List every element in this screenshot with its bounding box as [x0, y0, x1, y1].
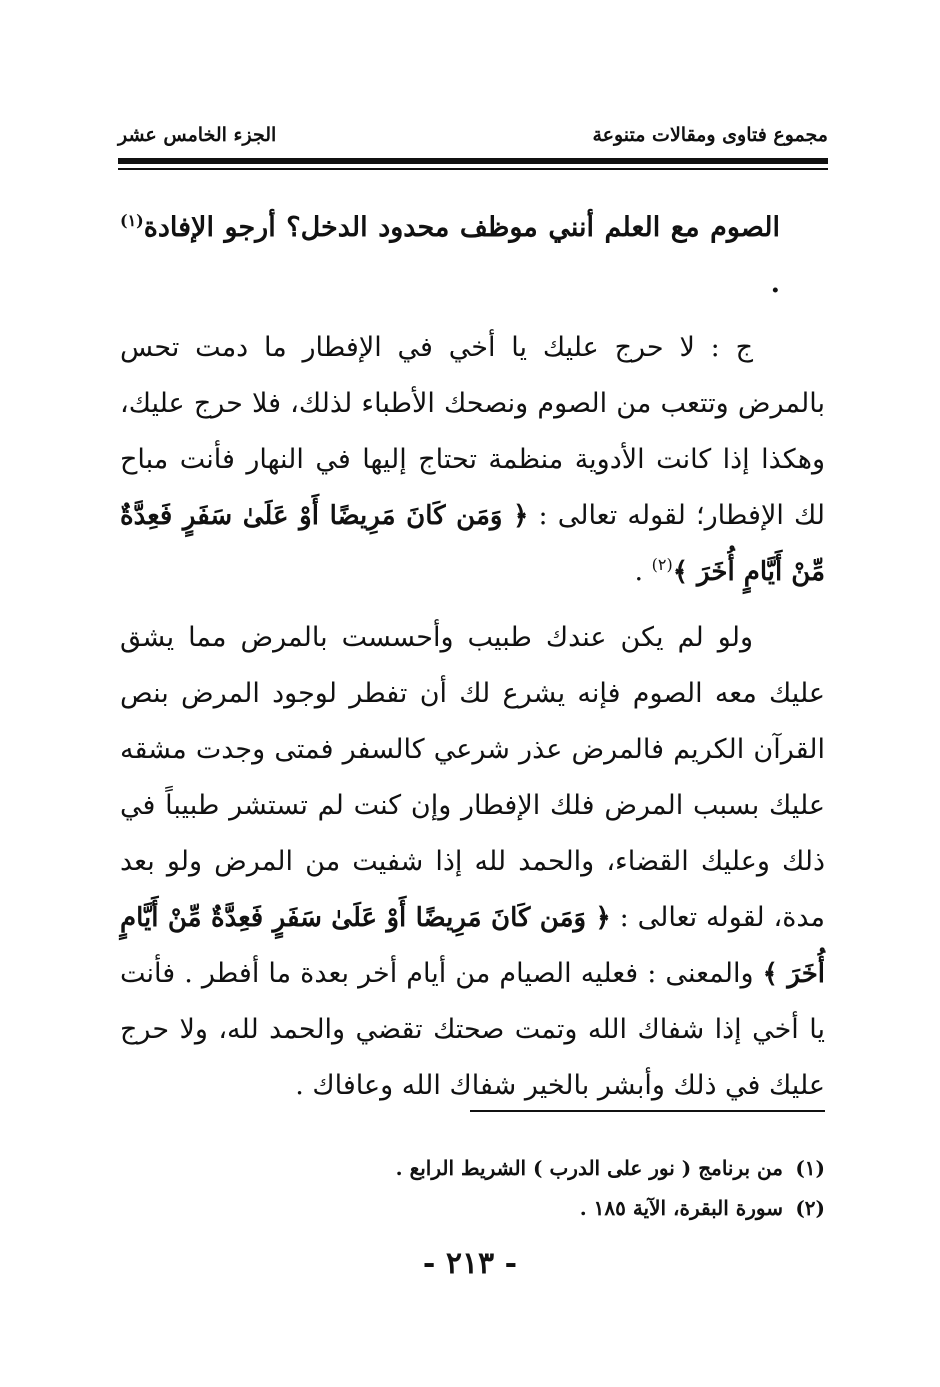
page-number: - ٢١٣ - [422, 1246, 518, 1281]
footnotes [300, 1148, 825, 1228]
main-text [120, 200, 825, 1114]
footnote-ref-2: (٢) [651, 555, 673, 574]
quran-verse-1: ﴿ وَمَن كَانَ مَرِيضًا أَوْ عَلَىٰ سَفَرٍ فَعِدَّةٌ مِّنْ أَيَّامٍ أُخَرَ ﴾ [120, 501, 825, 587]
header-rule-thin [118, 168, 828, 170]
footnote-ref-1: (١) [120, 211, 144, 230]
running-header [118, 118, 828, 152]
footnote-separator [470, 1110, 825, 1112]
part-title: الجزء الخامس عشر [118, 124, 277, 146]
question [120, 200, 825, 312]
book-title: مجموع فتاوى ومقالات متنوعة [592, 124, 828, 146]
quran-verse-2: ﴿ وَمَن كَانَ مَرِيضًا أَوْ عَلَىٰ سَفَرٍ فَعِدَّةٌ مِّنْ أَيَّامٍ أُخَرَ ﴾ [120, 903, 825, 989]
answer-paragraph-2 [120, 610, 825, 1114]
question-end: . [770, 268, 780, 299]
answer-p1-end: . [634, 556, 652, 587]
answer-p2-text-b: والمعنى : فعليه الصيام من أيام أخر بعدة ما أفطر . فأنت يا أخي إذا شفاك الله وتمت صحتك تقضي والحمد لله، ولا حرج عليك في ذلك وأبشر بالخير شفاك الله وعافاك . [120, 958, 825, 1101]
answer-p2-text-a: ولو لم يكن عندك طبيب وأحسست بالمرض مما يشق عليك معه الصوم فإنه يشرع لك أن تفطر لوجود المرض بنص القرآن الكريم فالمرض عذر شرعي كالسفر فمتى وجدت مشقه عليك بسبب المرض فلك الإفطار وإن كنت لم تستشر طبيباً في ذلك وعليك القضاء، والحمد لله إذا شفيت من المرض ولو بعد مدة، لقوله تعالى : [120, 622, 825, 933]
answer-p1-text: ج : لا حرج عليك يا أخي في الإفطار ما دمت تحس بالمرض وتتعب من الصوم ونصحك الأطباء لذلك، فلا حرج عليك، وهكذا إذا كانت الأدوية منظمة تحتاج إليها في النهار فأنت مباح لك الإفطار؛ لقوله تعالى : [120, 332, 825, 531]
footnote-text: من برنامج ( نور على الدرب ) الشريط الرابع . [395, 1156, 783, 1180]
header-rule-thick [118, 158, 828, 164]
footnote-number: (١) [795, 1156, 825, 1180]
footnote-2 [300, 1188, 825, 1228]
footnote-number: (٢) [795, 1196, 825, 1220]
footnote-1 [300, 1148, 825, 1188]
answer-paragraph-1 [120, 320, 825, 600]
footnote-text: سورة البقرة، الآية ١٨٥ . [579, 1196, 783, 1220]
question-text: الصوم مع العلم أنني موظف محدود الدخل؟ أرجو الإفادة [143, 212, 780, 243]
